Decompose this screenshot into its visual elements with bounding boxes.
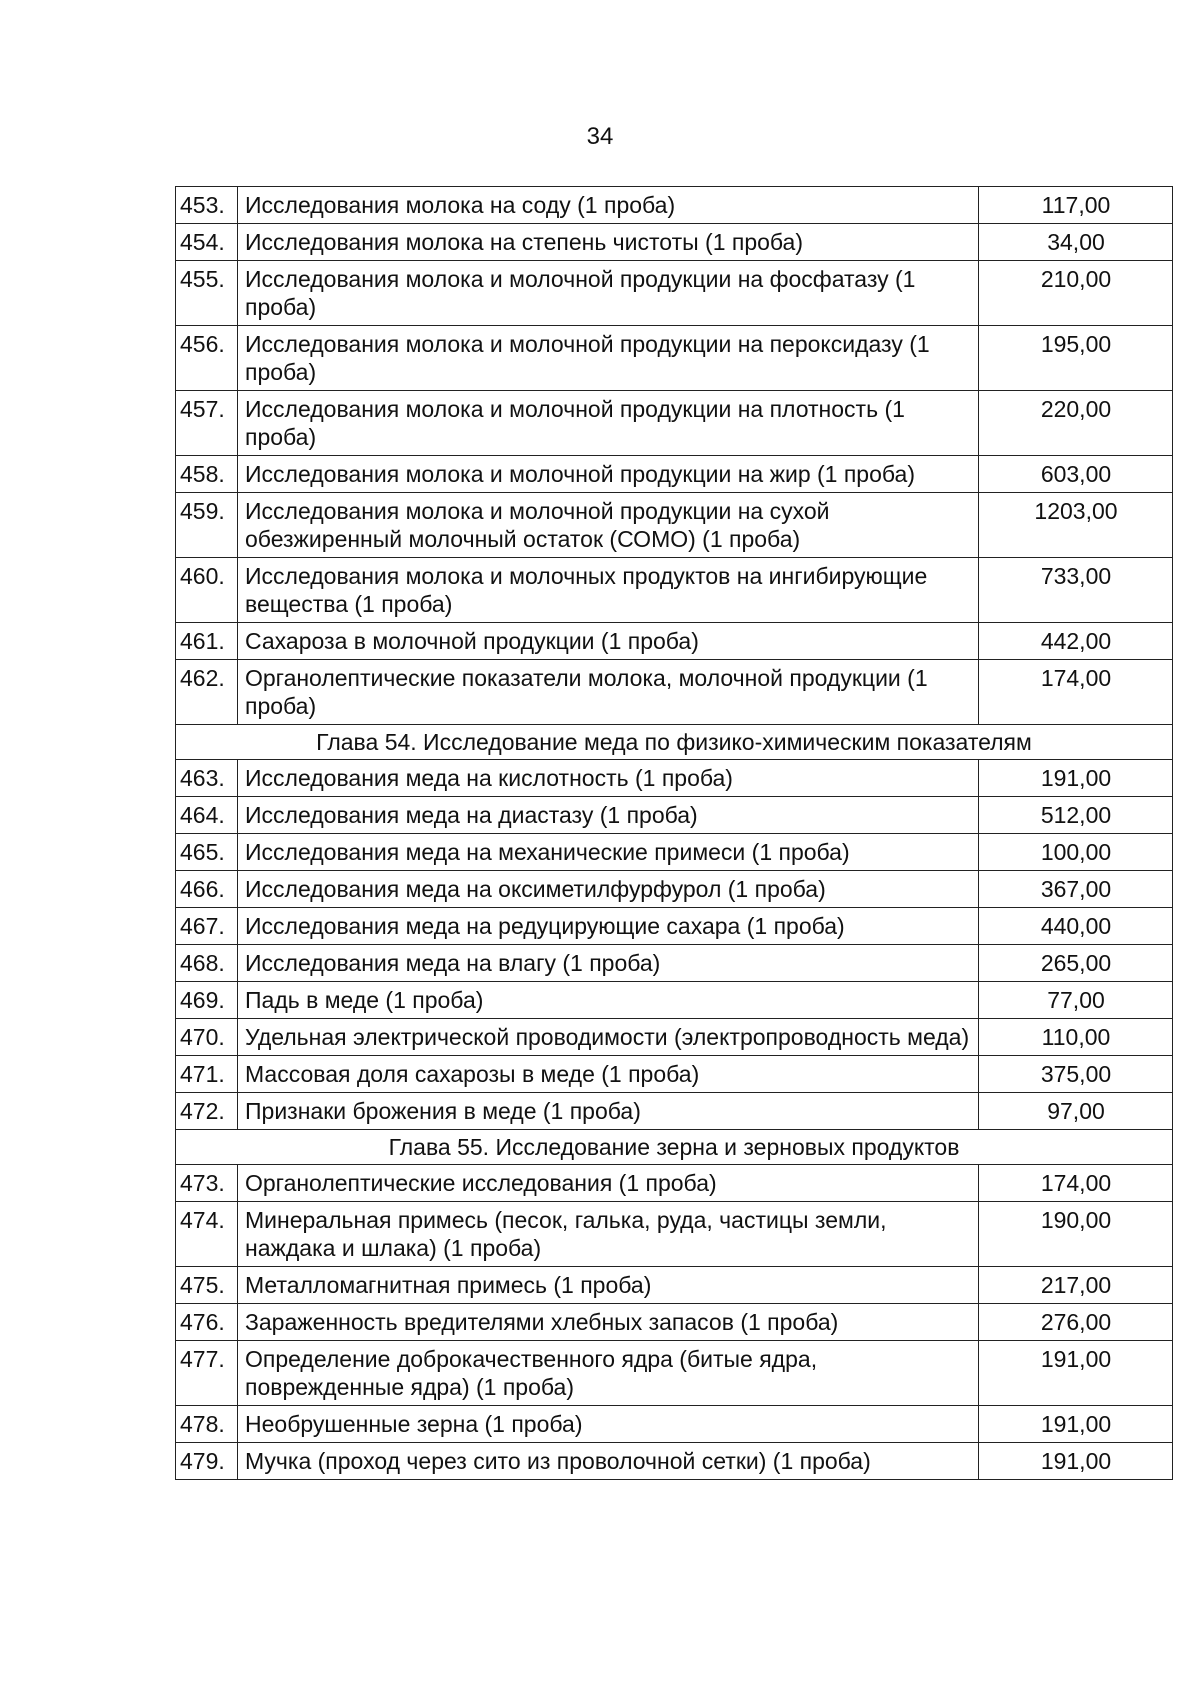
item-description: Исследования меда на влагу (1 проба) bbox=[238, 945, 979, 982]
item-number: 459. bbox=[176, 493, 238, 558]
item-description: Зараженность вредителями хлебных запасов (1 проба) bbox=[238, 1304, 979, 1341]
table-row bbox=[176, 391, 1173, 456]
item-number: 460. bbox=[176, 558, 238, 623]
item-description: Исследования меда на диастазу (1 проба) bbox=[238, 797, 979, 834]
item-price: 191,00 bbox=[979, 1406, 1173, 1443]
table-row bbox=[176, 834, 1173, 871]
item-description: Исследования молока на степень чистоты (1 проба) bbox=[238, 224, 979, 261]
item-price: 77,00 bbox=[979, 982, 1173, 1019]
item-price: 440,00 bbox=[979, 908, 1173, 945]
item-price: 190,00 bbox=[979, 1202, 1173, 1267]
chapter-title: Глава 55. Исследование зерна и зерновых продуктов bbox=[176, 1130, 1173, 1165]
item-price: 603,00 bbox=[979, 456, 1173, 493]
item-number: 453. bbox=[176, 187, 238, 224]
item-price: 174,00 bbox=[979, 1165, 1173, 1202]
item-price: 100,00 bbox=[979, 834, 1173, 871]
item-price: 265,00 bbox=[979, 945, 1173, 982]
item-price: 191,00 bbox=[979, 1341, 1173, 1406]
price-table bbox=[175, 186, 1173, 1480]
item-description: Исследования молока на соду (1 проба) bbox=[238, 187, 979, 224]
item-price: 195,00 bbox=[979, 326, 1173, 391]
item-number: 473. bbox=[176, 1165, 238, 1202]
table-row bbox=[176, 1019, 1173, 1056]
table-row bbox=[176, 187, 1173, 224]
item-description: Сахароза в молочной продукции (1 проба) bbox=[238, 623, 979, 660]
item-number: 470. bbox=[176, 1019, 238, 1056]
item-number: 472. bbox=[176, 1093, 238, 1130]
item-price: 375,00 bbox=[979, 1056, 1173, 1093]
item-number: 478. bbox=[176, 1406, 238, 1443]
chapter-row bbox=[176, 725, 1173, 760]
item-description: Исследования меда на кислотность (1 проба) bbox=[238, 760, 979, 797]
item-description: Металломагнитная примесь (1 проба) bbox=[238, 1267, 979, 1304]
table-row bbox=[176, 908, 1173, 945]
table-row bbox=[176, 660, 1173, 725]
table-row bbox=[176, 945, 1173, 982]
item-number: 458. bbox=[176, 456, 238, 493]
item-description: Признаки брожения в меде (1 проба) bbox=[238, 1093, 979, 1130]
item-price: 34,00 bbox=[979, 224, 1173, 261]
item-price: 191,00 bbox=[979, 1443, 1173, 1480]
item-description: Исследования молока и молочной продукции на сухой обезжиренный молочный остаток (СОМО) (1 проба) bbox=[238, 493, 979, 558]
item-number: 474. bbox=[176, 1202, 238, 1267]
item-description: Исследования молока и молочной продукции на фосфатазу (1 проба) bbox=[238, 261, 979, 326]
item-description: Исследования меда на оксиметилфурфурол (1 проба) bbox=[238, 871, 979, 908]
item-price: 276,00 bbox=[979, 1304, 1173, 1341]
chapter-title: Глава 54. Исследование меда по физико-химическим показателям bbox=[176, 725, 1173, 760]
item-description: Исследования молока и молочной продукции на плотность (1 проба) bbox=[238, 391, 979, 456]
item-description: Органолептические показатели молока, молочной продукции (1 проба) bbox=[238, 660, 979, 725]
item-price: 367,00 bbox=[979, 871, 1173, 908]
page-number: 34 bbox=[586, 123, 614, 150]
item-description: Минеральная примесь (песок, галька, руда, частицы земли, наждака и шлака) (1 проба) bbox=[238, 1202, 979, 1267]
item-number: 455. bbox=[176, 261, 238, 326]
item-description: Массовая доля сахарозы в меде (1 проба) bbox=[238, 1056, 979, 1093]
item-price: 220,00 bbox=[979, 391, 1173, 456]
item-price: 117,00 bbox=[979, 187, 1173, 224]
table-row bbox=[176, 558, 1173, 623]
table-row bbox=[176, 982, 1173, 1019]
item-price: 512,00 bbox=[979, 797, 1173, 834]
item-description: Падь в меде (1 проба) bbox=[238, 982, 979, 1019]
item-description: Исследования меда на механические примеси (1 проба) bbox=[238, 834, 979, 871]
item-price: 191,00 bbox=[979, 760, 1173, 797]
item-price: 210,00 bbox=[979, 261, 1173, 326]
chapter-row bbox=[176, 1130, 1173, 1165]
item-number: 468. bbox=[176, 945, 238, 982]
item-description: Исследования молока и молочных продуктов на ингибирующие вещества (1 проба) bbox=[238, 558, 979, 623]
item-description: Исследования меда на редуцирующие сахара (1 проба) bbox=[238, 908, 979, 945]
item-price: 110,00 bbox=[979, 1019, 1173, 1056]
table-row bbox=[176, 326, 1173, 391]
item-number: 454. bbox=[176, 224, 238, 261]
table-row bbox=[176, 1056, 1173, 1093]
item-price: 442,00 bbox=[979, 623, 1173, 660]
item-number: 461. bbox=[176, 623, 238, 660]
item-number: 471. bbox=[176, 1056, 238, 1093]
item-description: Определение доброкачественного ядра (битые ядра, поврежденные ядра) (1 проба) bbox=[238, 1341, 979, 1406]
item-number: 477. bbox=[176, 1341, 238, 1406]
item-number: 464. bbox=[176, 797, 238, 834]
table-row bbox=[176, 456, 1173, 493]
item-number: 462. bbox=[176, 660, 238, 725]
item-price: 733,00 bbox=[979, 558, 1173, 623]
item-number: 475. bbox=[176, 1267, 238, 1304]
item-number: 456. bbox=[176, 326, 238, 391]
item-price: 1203,00 bbox=[979, 493, 1173, 558]
item-price: 97,00 bbox=[979, 1093, 1173, 1130]
table-row bbox=[176, 760, 1173, 797]
table-row bbox=[176, 871, 1173, 908]
item-number: 465. bbox=[176, 834, 238, 871]
table-row bbox=[176, 224, 1173, 261]
item-price: 217,00 bbox=[979, 1267, 1173, 1304]
item-number: 457. bbox=[176, 391, 238, 456]
item-description: Исследования молока и молочной продукции на жир (1 проба) bbox=[238, 456, 979, 493]
item-number: 476. bbox=[176, 1304, 238, 1341]
item-description: Удельная электрической проводимости (электропроводность меда) bbox=[238, 1019, 979, 1056]
table-body bbox=[176, 187, 1173, 1480]
table-row bbox=[176, 1341, 1173, 1406]
item-number: 466. bbox=[176, 871, 238, 908]
item-number: 469. bbox=[176, 982, 238, 1019]
item-price: 174,00 bbox=[979, 660, 1173, 725]
item-description: Мучка (проход через сито из проволочной сетки) (1 проба) bbox=[238, 1443, 979, 1480]
table-row bbox=[176, 1202, 1173, 1267]
table-row bbox=[176, 493, 1173, 558]
item-number: 463. bbox=[176, 760, 238, 797]
table-row bbox=[176, 1406, 1173, 1443]
item-description: Необрушенные зерна (1 проба) bbox=[238, 1406, 979, 1443]
table-row bbox=[176, 1304, 1173, 1341]
table-row bbox=[176, 1093, 1173, 1130]
item-number: 467. bbox=[176, 908, 238, 945]
table-row bbox=[176, 623, 1173, 660]
table-row bbox=[176, 1443, 1173, 1480]
table-row bbox=[176, 1267, 1173, 1304]
item-description: Органолептические исследования (1 проба) bbox=[238, 1165, 979, 1202]
table-row bbox=[176, 797, 1173, 834]
item-number: 479. bbox=[176, 1443, 238, 1480]
item-description: Исследования молока и молочной продукции на пероксидазу (1 проба) bbox=[238, 326, 979, 391]
table-row bbox=[176, 1165, 1173, 1202]
table-row bbox=[176, 261, 1173, 326]
